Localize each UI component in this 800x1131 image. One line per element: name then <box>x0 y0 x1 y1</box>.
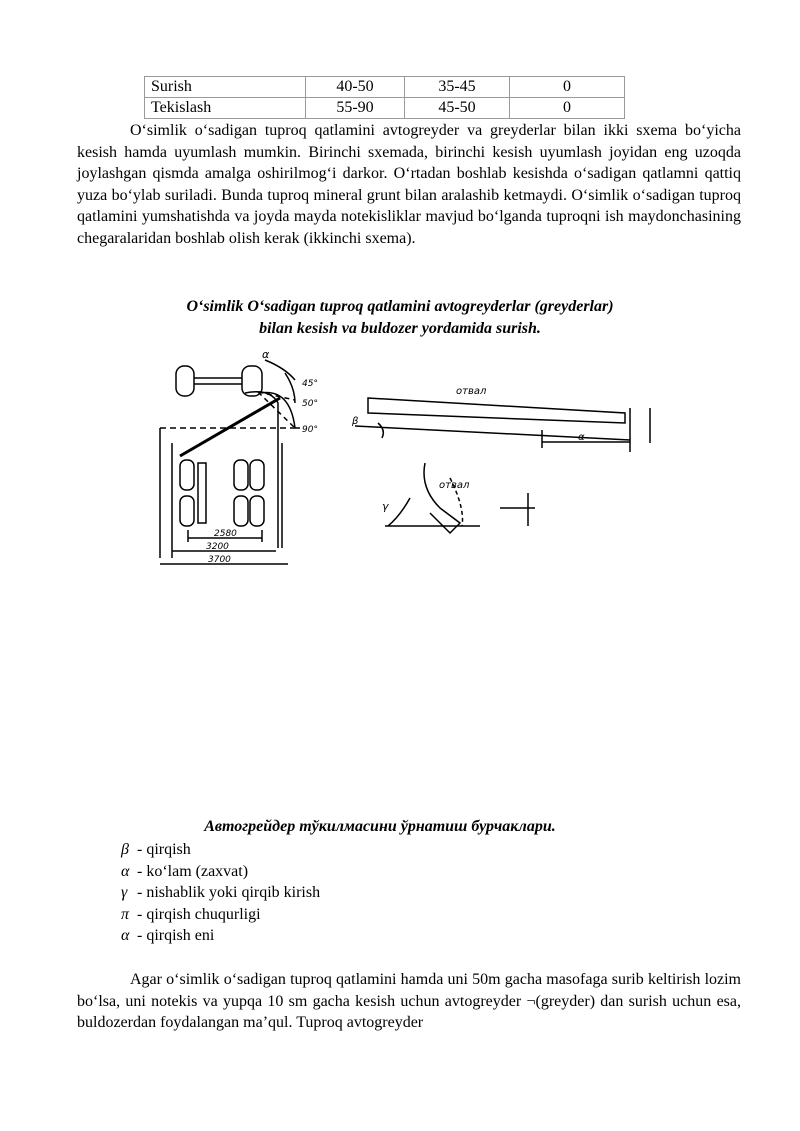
otval-label-detail: отвал <box>439 480 470 491</box>
table-cell: 35-45 <box>405 77 510 98</box>
symbol-legend <box>121 839 320 947</box>
angle-45-label: 45° <box>302 379 318 389</box>
legend-item <box>121 904 320 926</box>
angle-90-label: 90° <box>302 425 318 435</box>
table-cell: Tekislash <box>145 98 306 119</box>
legend-text: - nishablik yoki qirqib kirish <box>137 884 321 902</box>
legend-text: - qirqish <box>137 841 191 858</box>
legend-item <box>121 925 320 947</box>
legend-symbol: π <box>121 905 130 923</box>
legend-text: - qirqish chuqurligi <box>137 905 261 923</box>
legend-symbol: β <box>121 841 129 858</box>
front-wheel-left <box>176 366 194 396</box>
table-cell: 40-50 <box>306 77 405 98</box>
grader-diagram <box>150 348 670 578</box>
legend-symbol: α <box>121 927 130 945</box>
body-paragraph-2: Agar o‘simlik o‘sadigan tuproq qatlamini hamda uni 50m gacha masofaga surib keltirish lozim bo‘lsa, uni notekis va yupqa 10 sm gacha kesish uchun avtogreyder ¬(greyder) dan surish uchun esa, buldozerdan foydalangan ma’qul. Tuproq avtogreyder <box>77 971 741 1031</box>
table-cell: Surish <box>145 77 306 98</box>
table-cell: 0 <box>510 98 625 119</box>
legend-symbol: γ <box>121 884 128 902</box>
alpha-label: α <box>262 348 270 361</box>
data-table <box>144 76 625 119</box>
legend-text: - qirqish eni <box>137 927 215 945</box>
otval-label-side: отвал <box>456 386 487 397</box>
table-cell: 55-90 <box>306 98 405 119</box>
dim-3700-label: 3700 <box>208 555 231 565</box>
dim-3200-label: 3200 <box>206 542 229 552</box>
figure-caption-line-2: bilan kesish va buldozer yordamida surish. <box>259 320 541 337</box>
beta-label: β <box>352 416 359 427</box>
table-row <box>145 98 625 119</box>
legend-item <box>121 882 320 904</box>
table-cell: 45-50 <box>405 98 510 119</box>
legend-symbol: α <box>121 862 130 880</box>
legend-item <box>121 861 320 883</box>
alpha-small-label: α <box>578 432 585 443</box>
dim-2580-label: 2580 <box>214 529 237 539</box>
figure-title: Автогрейдер тўкилмасини ўрнатиш бурчаклари. <box>204 818 556 835</box>
angle-50-label: 50° <box>302 399 318 409</box>
legend-text: - ko‘lam (zaxvat) <box>137 862 249 880</box>
table-cell: 0 <box>510 77 625 98</box>
legend-item <box>121 839 320 861</box>
gamma-label: γ <box>382 500 389 513</box>
table-row <box>145 77 625 98</box>
figure-caption-line-1: O‘simlik O‘sadigan tuproq qatlamini avtogreyderlar (greyderlar) <box>186 298 614 315</box>
body-paragraph-1: O‘simlik o‘sadigan tuproq qatlamini avtogreyder va greyderlar bilan ikki sxema bo‘yicha kesish hamda uyumlash mumkin. Birinchi sxemada, birinchi kesish uyumlash joyidan eng uzoqda joylashgan qismda amalga oshirilmog‘i darkor. O‘rtadan boshlab kesishda o‘sadigan qatlamni qattiq yuza bo‘ylab suriladi. Bunda tuproq mineral grunt bilan aralashib ketmaydi. O‘simlik o‘sadigan tuproq qatlamini yumshatishda va joyda mayda notekisliklar mavjud bo‘lganda tuproqni ish maydonchasining chegaralaridan boshlab olish kerak (ikkinchi sxema). <box>77 122 741 247</box>
